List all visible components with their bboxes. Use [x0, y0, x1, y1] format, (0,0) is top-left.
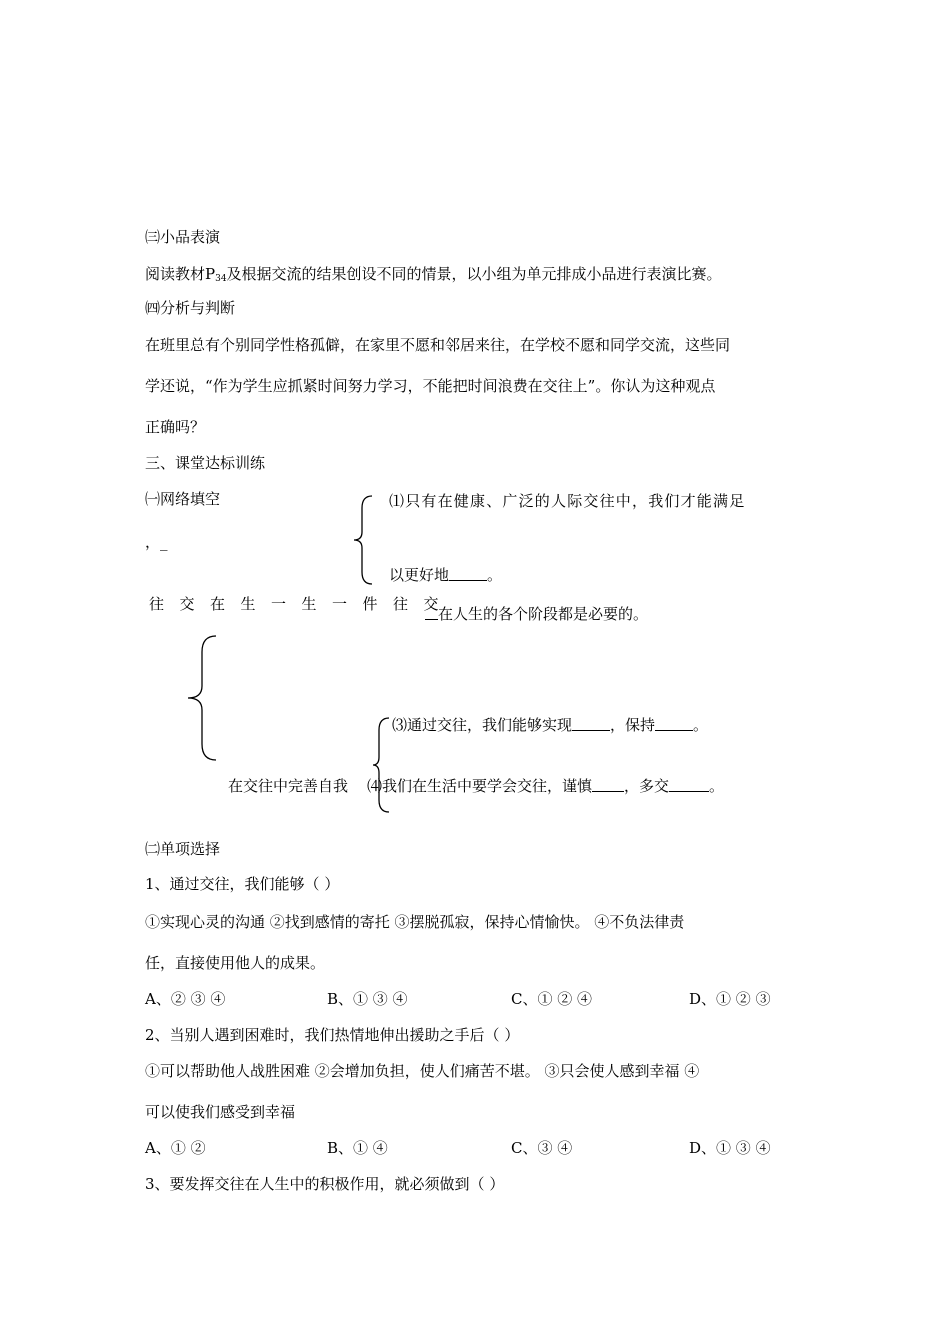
q3-stem: 3、要发挥交往在人生中的积极作用，就必须做到（ ）	[145, 1175, 505, 1193]
network-heading: ㈠网络填空	[145, 490, 221, 508]
blank-2	[425, 607, 438, 620]
q2-line2: 可以使我们感受到幸福	[145, 1103, 296, 1121]
network-item2: 在人生的各个阶段都是必要的。	[425, 604, 648, 624]
network-stray-mark: ，_	[145, 533, 168, 551]
single-choice-heading: ㈡单项选择	[145, 840, 221, 858]
q2-option-c[interactable]: C、③ ④	[511, 1139, 573, 1157]
network-item3: ⑶通过交往，我们能够实现 ，保持 。	[392, 716, 709, 734]
network-item1-line2: 以更好地 。	[389, 566, 503, 584]
q1-option-a[interactable]: A、② ③ ④	[145, 990, 226, 1008]
q2-stem: 2、当别人遇到困难时，我们热情地伸出援助之手后（ ）	[145, 1026, 520, 1044]
brace-bottom-icon	[371, 716, 391, 814]
network-item1-line1: ⑴只有在健康、广泛的人际交往中，我们才能满足	[389, 492, 746, 510]
blank-4	[655, 718, 693, 731]
network-item4: ⑷我们在生活中要学会交往，谨慎 ，多交 。	[367, 777, 725, 795]
q1-line2: 任，直接使用他人的成果。	[145, 954, 326, 972]
q1-option-b[interactable]: B、① ③ ④	[327, 990, 408, 1008]
network-perfect-self: 在交往中完善自我	[228, 777, 349, 795]
q2-option-b[interactable]: B、① ④	[327, 1139, 388, 1157]
blank-1	[449, 568, 487, 581]
q2-option-a[interactable]: A、① ②	[145, 1139, 206, 1157]
q2-options	[145, 1138, 845, 1158]
section4-line2: 学还说，“作为学生应抓紧时间努力学习，不能把时间浪费在交往上”。你认为这种观点	[145, 377, 716, 395]
q2-line1: ①可以帮助他人战胜困难 ②会增加负担，使人们痛苦不堪。 ③只会使人感到幸福 ④	[145, 1062, 700, 1080]
part3-heading: 三、课堂达标训练	[145, 454, 266, 472]
section4-line3: 正确吗？	[145, 418, 206, 436]
q1-option-d[interactable]: D、① ② ③	[689, 990, 771, 1008]
network-vertical-text: 往交在生一生一件往交	[149, 595, 455, 613]
blank-3	[572, 718, 610, 731]
q1-line1: ①实现心灵的沟通 ②找到感情的寄托 ③摆脱孤寂，保持心情愉快。 ④不负法律责	[145, 913, 685, 931]
q1-options	[145, 989, 845, 1009]
q1-option-c[interactable]: C、① ② ④	[511, 990, 593, 1008]
section3-text: 阅读教材$P_{34}$及根据交流的结果创设不同的情景，以小组为单元排成小品进行表演比赛。	[145, 265, 722, 284]
section3-heading: ㈢小品表演	[145, 228, 221, 246]
q2-option-d[interactable]: D、① ③ ④	[689, 1139, 771, 1157]
brace-left-icon	[184, 634, 218, 762]
blank-6	[669, 779, 709, 792]
section4-line1: 在班里总有个别同学性格孤僻，在家里不愿和邻居来往，在学校不愿和同学交流，这些同	[145, 336, 731, 354]
section4-heading: ㈣分析与判断	[145, 299, 236, 317]
q1-stem: 1、通过交往，我们能够（ ）	[145, 875, 340, 893]
brace-top-icon	[352, 494, 374, 586]
blank-5	[592, 779, 624, 792]
